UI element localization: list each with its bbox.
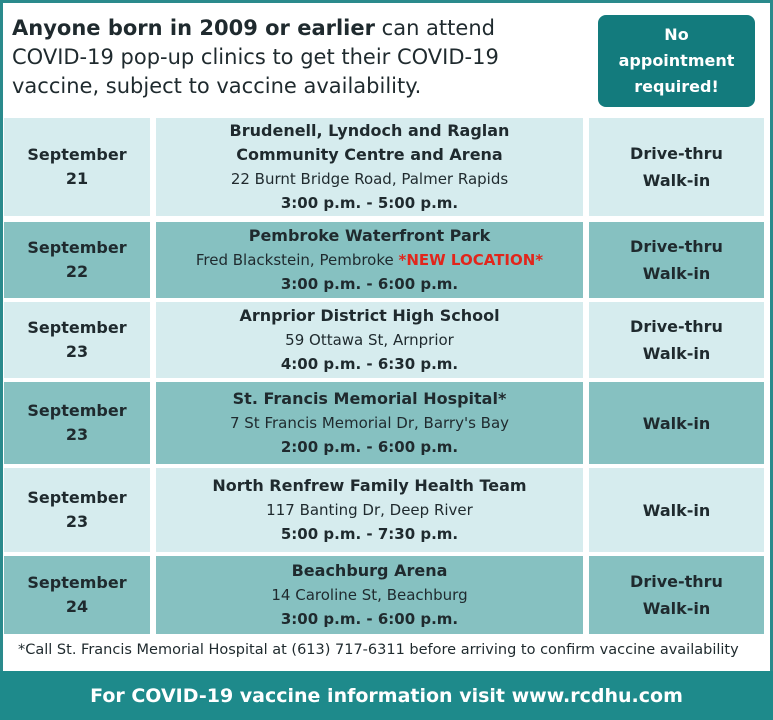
location-cell <box>156 468 583 552</box>
type-drive-thru: Drive-thru <box>630 237 723 256</box>
date-day: 21 <box>65 169 89 188</box>
date-day: 22 <box>65 262 89 281</box>
intro-text <box>12 14 572 101</box>
date-month: September <box>27 145 127 164</box>
date-month: September <box>27 488 127 507</box>
type-drive-thru: Drive-thru <box>630 144 723 163</box>
date-day: 23 <box>65 425 89 444</box>
clinic-row <box>4 222 764 298</box>
badge-line-3: required! <box>634 77 719 96</box>
date-day: 23 <box>65 512 89 531</box>
type-drive-thru: Drive-thru <box>630 317 723 336</box>
location-address: 59 Ottawa St, Arnprior <box>285 331 454 349</box>
location-name: Arnprior District High School <box>239 306 500 325</box>
clinic-row <box>4 556 764 634</box>
location-cell <box>156 302 583 378</box>
clinic-type-cell <box>589 382 764 464</box>
clinic-type-cell <box>589 222 764 298</box>
date-cell <box>4 302 150 378</box>
date-month: September <box>27 238 127 257</box>
type-walk-in: Walk-in <box>642 264 711 283</box>
clinic-hours: 3:00 p.m. - 6:00 p.m. <box>280 610 459 628</box>
clinic-hours: 3:00 p.m. - 6:00 p.m. <box>280 275 459 293</box>
type-walk-in: Walk-in <box>642 344 711 363</box>
clinic-hours: 3:00 p.m. - 5:00 p.m. <box>280 194 459 212</box>
location-name: St. Francis Memorial Hospital* <box>232 389 507 408</box>
location-cell <box>156 118 583 216</box>
location-name-line-2: Community Centre and Arena <box>236 145 503 164</box>
date-cell <box>4 118 150 216</box>
clinic-row <box>4 468 764 552</box>
location-cell <box>156 556 583 634</box>
clinic-row <box>4 302 764 378</box>
location-cell <box>156 382 583 464</box>
date-month: September <box>27 573 127 592</box>
clinic-row <box>4 118 764 216</box>
clinic-type-cell <box>589 302 764 378</box>
location-name: North Renfrew Family Health Team <box>212 476 527 495</box>
date-day: 24 <box>65 597 89 616</box>
intro-rest: can attend COVID-19 pop-up clinics to get their COVID-19 vaccine, subject to vaccine availability. <box>12 16 499 98</box>
clinic-hours: 2:00 p.m. - 6:00 p.m. <box>280 438 459 456</box>
clinic-type-cell <box>589 556 764 634</box>
type-walk-in: Walk-in <box>642 171 711 190</box>
date-month: September <box>27 318 127 337</box>
footnote: *Call St. Francis Memorial Hospital at (613) 717-6311 before arriving to confirm vaccine availability <box>18 642 739 658</box>
date-cell <box>4 222 150 298</box>
location-address: 22 Burnt Bridge Road, Palmer Rapids <box>230 170 509 188</box>
location-address: 7 St Francis Memorial Dr, Barry's Bay <box>229 414 510 432</box>
date-cell <box>4 382 150 464</box>
location-name: Pembroke Waterfront Park <box>248 226 491 245</box>
type-drive-thru: Drive-thru <box>630 572 723 591</box>
badge-line-2: appointment <box>618 51 735 70</box>
date-cell <box>4 556 150 634</box>
badge-line-1: No <box>664 25 689 44</box>
date-cell <box>4 468 150 552</box>
location-address: 14 Caroline St, Beachburg <box>271 586 468 604</box>
type-walk-in: Walk-in <box>642 413 711 433</box>
clinic-hours: 5:00 p.m. - 7:30 p.m. <box>280 525 459 543</box>
type-walk-in: Walk-in <box>642 500 711 520</box>
no-appointment-badge <box>598 15 755 107</box>
location-name: Brudenell, Lyndoch and Raglan <box>229 121 510 140</box>
clinic-type-cell <box>589 468 764 552</box>
type-walk-in: Walk-in <box>642 599 711 618</box>
location-address: Fred Blackstein, Pembroke <box>195 251 399 269</box>
clinic-type-cell <box>589 118 764 216</box>
location-name: Beachburg Arena <box>291 561 448 580</box>
date-day: 23 <box>65 342 89 361</box>
footer-text: For COVID-19 vaccine information visit www.rcdhu.com <box>90 684 683 707</box>
location-address: 117 Banting Dr, Deep River <box>266 501 473 519</box>
footer-banner <box>0 671 773 720</box>
new-location-label: *NEW LOCATION* <box>398 251 544 269</box>
clinic-hours: 4:00 p.m. - 6:30 p.m. <box>280 355 459 373</box>
location-address-line <box>196 248 543 272</box>
intro-bold: Anyone born in 2009 or earlier <box>12 16 375 40</box>
date-month: September <box>27 401 127 420</box>
location-cell <box>156 222 583 298</box>
clinic-row <box>4 382 764 464</box>
